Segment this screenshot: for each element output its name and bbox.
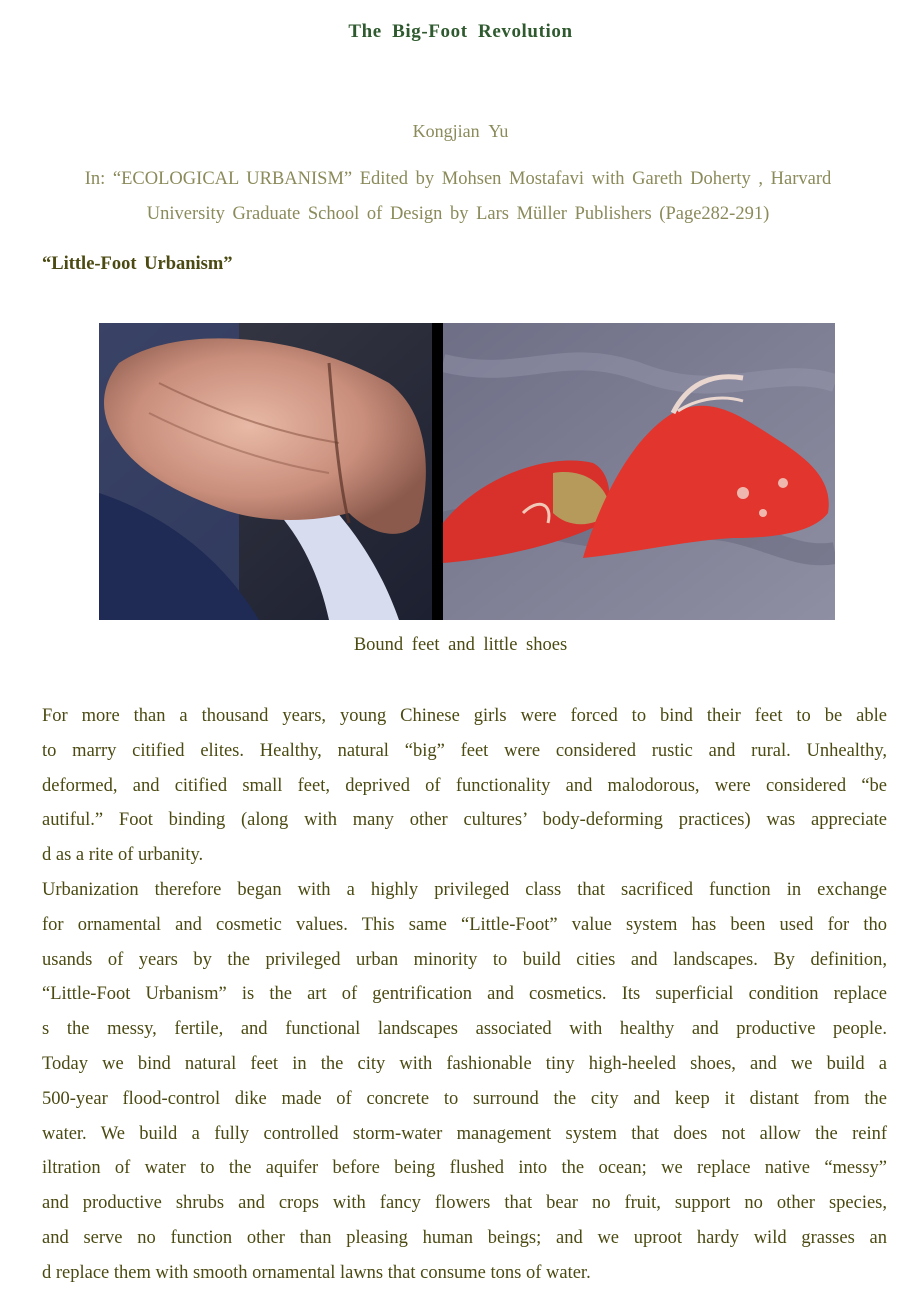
body-paragraphs <box>42 699 887 1291</box>
body-line: autiful.” Foot binding (along with many other cultures’ body-deforming practices) was appreciate <box>42 810 887 831</box>
red-embroidered-shoes-photo <box>443 323 835 620</box>
body-line: d as a rite of urbanity. <box>42 845 204 866</box>
body-line: For more than a thousand years, young Chinese girls were forced to bind their feet to be able <box>42 706 887 726</box>
body-line: to marry citified elites. Healthy, natural “big” feet were considered rustic and rural. Unhealthy, <box>42 740 887 761</box>
body-line: s the messy, fertile, and functional landscapes associated with healthy and productive people. <box>42 1019 887 1040</box>
body-line: usands of years by the privileged urban minority to build cities and landscapes. By definition, <box>42 949 887 970</box>
figure <box>99 323 835 620</box>
body-line: deformed, and citified small feet, deprived of functionality and malodorous, were considered “be <box>42 775 887 796</box>
section-heading: “Little-Foot Urbanism” <box>42 254 233 274</box>
body-line: d replace them with smooth ornamental lawns that consume tons of water. <box>42 1262 591 1283</box>
body-line: and serve no function other than pleasing human beings; and we uproot hardy wild grasses an <box>42 1227 887 1248</box>
body-line: for ornamental and cosmetic values. This same “Little-Foot” value system has been used for tho <box>42 914 887 935</box>
body-line: Urbanization therefore began with a highly privileged class that sacrificed function in exchange <box>42 879 887 900</box>
body-line: and productive shrubs and crops with fancy flowers that bear no fruit, support no other species, <box>42 1193 887 1214</box>
figure-caption: Bound feet and little shoes <box>353 635 568 655</box>
body-line: “Little-Foot Urbanism” is the art of gentrification and cosmetics. Its superficial condition replace <box>42 984 887 1005</box>
body-line: 500-year flood-control dike made of concrete to surround the city and keep it distant from the <box>42 1088 887 1109</box>
page-title: The Big-Foot Revolution <box>348 21 573 42</box>
citation <box>42 162 874 232</box>
citation-line: In: “ECOLOGICAL URBANISM” Edited by Mohsen Mostafavi with Gareth Doherty , Harvard <box>84 169 832 189</box>
body-line: Today we bind natural feet in the city with fashionable tiny high-heeled shoes, and we build a <box>42 1053 887 1074</box>
citation-line: University Graduate School of Design by Lars Müller Publishers (Page282-291) <box>146 204 770 224</box>
body-line: water. We build a fully controlled storm-water management system that does not allow the reinf <box>42 1123 887 1144</box>
bound-foot-photo <box>99 323 432 620</box>
author-name: Kongjian Yu <box>412 121 509 141</box>
body-line: iltration of water to the aquifer before being flushed into the ocean; we replace native “messy” <box>42 1158 887 1179</box>
